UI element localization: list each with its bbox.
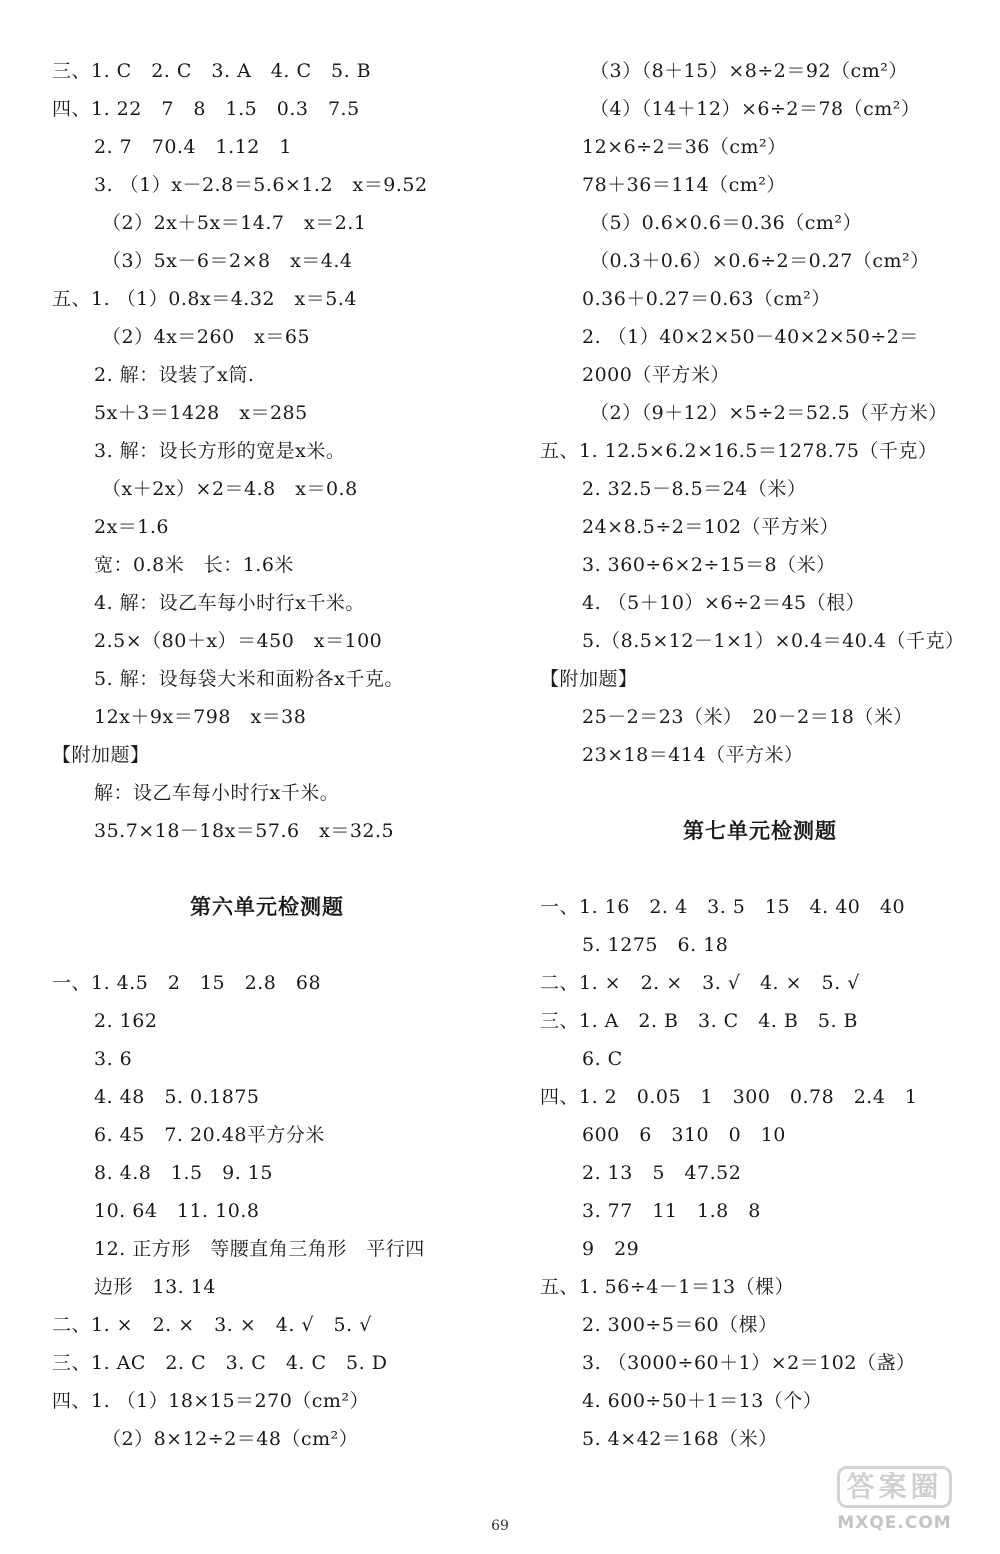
bonus-heading: 【附加题】 bbox=[52, 744, 150, 766]
answer-line: （2）8×12÷2＝48（cm²） bbox=[102, 1428, 359, 1450]
answer-line: 4. 48 5. 0.1875 bbox=[94, 1086, 260, 1108]
answer-line: 2000（平方米） bbox=[582, 364, 730, 386]
answer-line: 4. 解：设乙车每小时行x千米。 bbox=[94, 592, 365, 614]
answer-line: （2）4x＝260 x＝65 bbox=[102, 326, 311, 348]
answer-line: 2. 162 bbox=[94, 1010, 158, 1032]
answer-line: 一、1. 16 2. 4 3. 5 15 4. 40 40 bbox=[540, 896, 906, 918]
answer-line: 三、1. A 2. B 3. C 4. B 5. B bbox=[540, 1010, 858, 1032]
section-title-unit-7: 第七单元检测题 bbox=[683, 819, 837, 843]
answer-line: 3. 77 11 1.8 8 bbox=[582, 1200, 761, 1222]
answer-line: 四、1. 2 0.05 1 300 0.78 2.4 1 bbox=[540, 1086, 918, 1108]
right-column bbox=[540, 52, 980, 1458]
answer-line: 3. （3000÷60＋1）×2＝102（盏） bbox=[582, 1352, 916, 1374]
answer-line: 3. 解：设长方形的宽是x米。 bbox=[94, 440, 346, 462]
answer-line: 5. 4×42＝168（米） bbox=[582, 1428, 778, 1450]
answer-line: 4. （5＋10）×6÷2＝45（根） bbox=[582, 592, 866, 614]
answer-line: 12x＋9x＝798 x＝38 bbox=[94, 706, 307, 728]
answer-line: 二、1. × 2. × 3. √ 4. × 5. √ bbox=[540, 972, 860, 994]
answer-line: （5）0.6×0.6＝0.36（cm²） bbox=[590, 212, 863, 234]
answer-line: （3）（8＋15）×8÷2＝92（cm²） bbox=[590, 60, 908, 82]
answer-line: 3. 6 bbox=[94, 1048, 133, 1070]
answer-line: 三、1. AC 2. C 3. C 4. C 5. D bbox=[52, 1352, 388, 1374]
answer-line: 宽：0.8米 长：1.6米 bbox=[94, 554, 294, 576]
answer-line: 2. 7 70.4 1.12 1 bbox=[94, 136, 292, 158]
answer-line: 23×18＝414（平方米） bbox=[582, 744, 804, 766]
answer-line: 二、1. × 2. × 3. × 4. √ 5. √ bbox=[52, 1314, 372, 1336]
answer-line: 78＋36＝114（cm²） bbox=[582, 174, 786, 196]
answer-line: 五、1. 56÷4－1＝13（棵） bbox=[540, 1276, 795, 1298]
answer-line: 12×6÷2＝36（cm²） bbox=[582, 136, 787, 158]
answer-line: 9 29 bbox=[582, 1238, 640, 1260]
answer-line: 2. 300÷5＝60（棵） bbox=[582, 1314, 778, 1336]
answer-line: 三、1. C 2. C 3. A 4. C 5. B bbox=[52, 60, 372, 82]
answer-line: 10. 64 11. 10.8 bbox=[94, 1200, 260, 1222]
watermark bbox=[807, 1466, 982, 1546]
answer-line: 3. 360÷6×2÷15＝8（米） bbox=[582, 554, 836, 576]
bonus-heading: 【附加题】 bbox=[540, 668, 638, 690]
answer-line: 一、1. 4.5 2 15 2.8 68 bbox=[52, 972, 322, 994]
answer-line: 5x＋3＝1428 x＝285 bbox=[94, 402, 308, 424]
answer-line: 五、1. 12.5×6.2×16.5＝1278.75（千克） bbox=[540, 440, 938, 462]
answer-line: 6. 45 7. 20.48平方分米 bbox=[94, 1124, 325, 1146]
answer-line: 五、1. （1）0.8x＝4.32 x＝5.4 bbox=[52, 288, 357, 310]
answer-line: （3）5x－6＝2×8 x＝4.4 bbox=[102, 250, 353, 272]
watermark-logo: 答案圈 bbox=[837, 1466, 951, 1508]
answer-line: 35.7×18－18x＝57.6 x＝32.5 bbox=[94, 820, 395, 842]
answer-line: 5.（8.5×12－1×1）×0.4＝40.4（千克） bbox=[582, 630, 965, 652]
answer-line: 0.36＋0.27＝0.63（cm²） bbox=[582, 288, 831, 310]
answer-line: 600 6 310 0 10 bbox=[582, 1124, 786, 1146]
answer-line: 3. （1）x－2.8＝5.6×1.2 x＝9.52 bbox=[94, 174, 428, 196]
answer-line: 解：设乙车每小时行x千米。 bbox=[94, 782, 340, 804]
answer-line: （2）2x＋5x＝14.7 x＝2.1 bbox=[102, 212, 367, 234]
answer-line: 5. 解：设每袋大米和面粉各x千克。 bbox=[94, 668, 404, 690]
answer-line: 边形 13. 14 bbox=[94, 1276, 216, 1298]
answer-line: 12. 正方形 等腰直角三角形 平行四 bbox=[94, 1238, 425, 1260]
answer-line: （0.3＋0.6）×0.6÷2＝0.27（cm²） bbox=[590, 250, 930, 272]
answer-line: 2x＝1.6 bbox=[94, 516, 170, 538]
section-title-unit-6: 第六单元检测题 bbox=[190, 895, 344, 919]
left-column bbox=[52, 52, 482, 1458]
answer-line: 24×8.5÷2＝102（平方米） bbox=[582, 516, 840, 538]
answer-line: 25－2＝23（米） 20－2＝18（米） bbox=[582, 706, 913, 728]
answer-line: 四、1. （1）18×15＝270（cm²） bbox=[52, 1390, 370, 1412]
page-number: 69 bbox=[491, 1518, 509, 1534]
answer-line: （x＋2x）×2＝4.8 x＝0.8 bbox=[102, 478, 358, 500]
answer-line: 6. C bbox=[582, 1048, 623, 1070]
answer-line: 2.5×（80＋x）＝450 x＝100 bbox=[94, 630, 383, 652]
answer-line: 2. （1）40×2×50－40×2×50÷2＝ bbox=[582, 326, 919, 348]
answer-line: 2. 解：设装了x筒. bbox=[94, 364, 255, 386]
answer-line: 4. 600÷50＋1＝13（个） bbox=[582, 1390, 823, 1412]
answer-line: 5. 1275 6. 18 bbox=[582, 934, 729, 956]
answer-line: 8. 4.8 1.5 9. 15 bbox=[94, 1162, 273, 1184]
watermark-url: MXQE.COM bbox=[837, 1513, 952, 1533]
answer-line: 2. 32.5－8.5＝24（米） bbox=[582, 478, 807, 500]
answer-line: （2）（9＋12）×5÷2＝52.5（平方米） bbox=[590, 402, 948, 424]
answer-line: 四、1. 22 7 8 1.5 0.3 7.5 bbox=[52, 98, 360, 120]
answer-line: （4）（14＋12）×6÷2＝78（cm²） bbox=[590, 98, 921, 120]
answer-line: 2. 13 5 47.52 bbox=[582, 1162, 742, 1184]
